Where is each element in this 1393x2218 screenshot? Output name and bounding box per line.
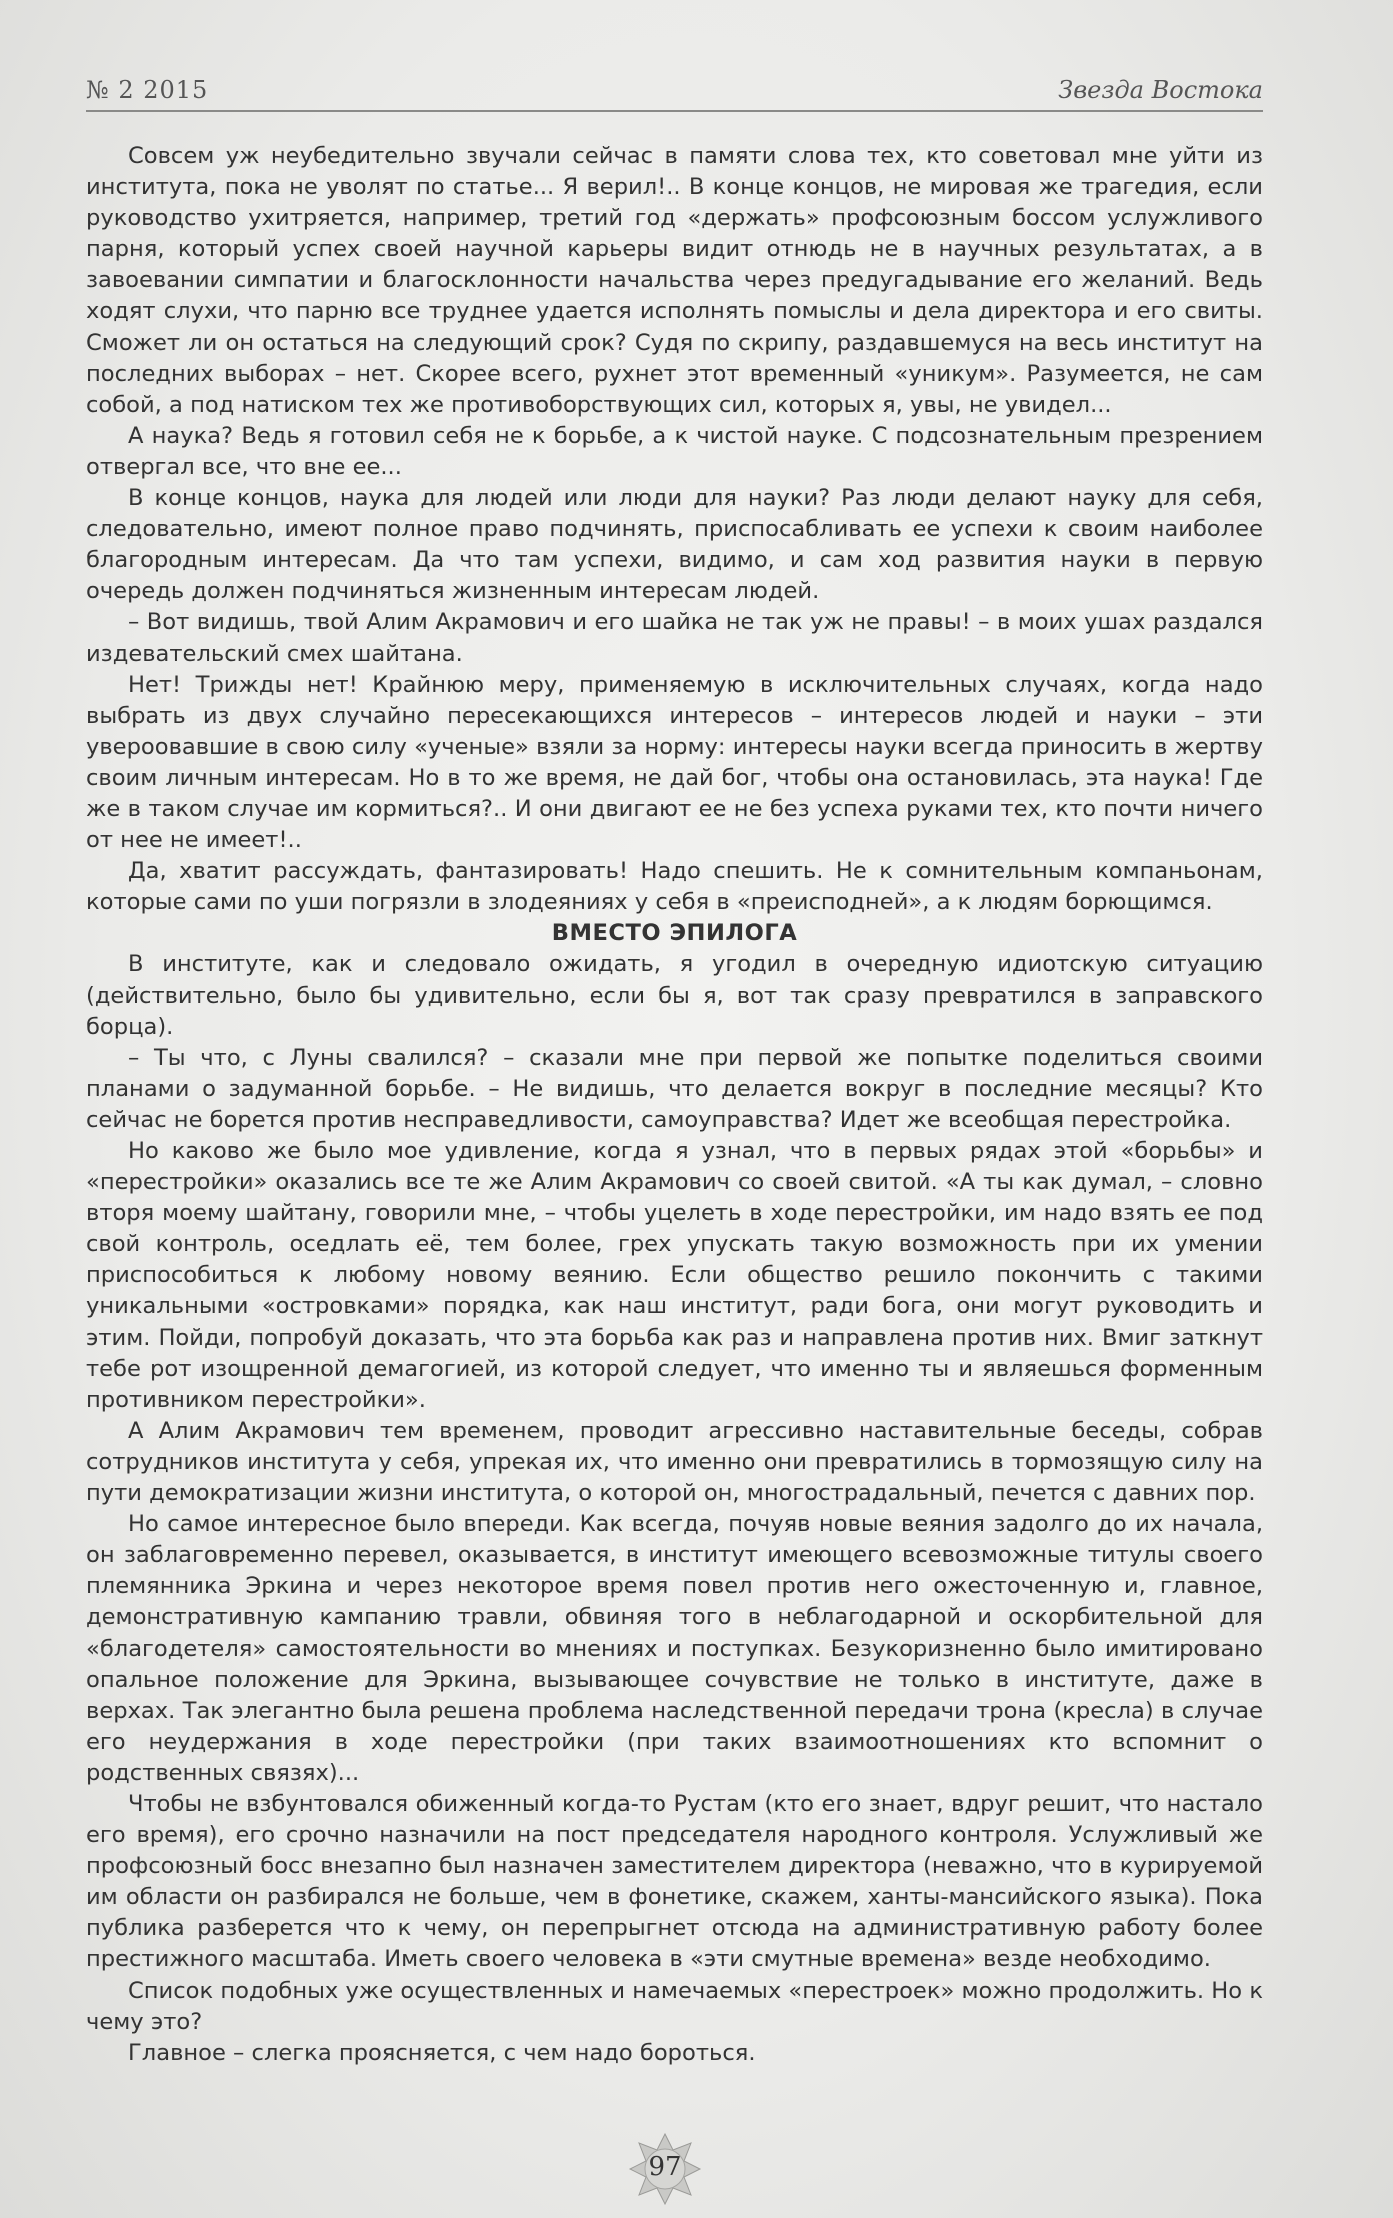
paragraph: – Ты что, с Луны свалился? – сказали мне при первой же попытке поделиться своими планами о задуманной борьбе. – Не видишь, что делается вокруг в последние месяцы? Кто сейчас не борется против несправедливости, самоуправства? Идет же всеобщая перестройка. [86,1044,1263,1133]
paragraph: Список подобных уже осуществленных и намечаемых «перестроек» можно продолжить. Но к чему это? [86,1977,1263,2035]
paragraph: В институте, как и следовало ожидать, я угодил в очередную идиотскую ситуацию (действительно, было бы удивительно, если бы я, вот так сразу превратился в заправского борца). [86,951,1263,1040]
paragraph: Чтобы не взбунтовался обиженный когда-то Рустам (кто его знает, вдруг решит, что настало его время), его срочно назначили на пост председателя народного контроля. Услужливый же профсоюзный босс внезапно был назначен заместителем директора (неважно, что в курируемой им области он разбирался не больше, чем в фонетике, скажем, ханты-мансийского языка). Пока публика разберется что к чему, он перепрыгнет отсюда на административную работу более престижного масштаба. Иметь своего человека в «эти смутные времена» везде необходимо. [86,1790,1263,1973]
journal-title: Звезда Востока [1058,76,1263,104]
running-header [86,70,1263,112]
section-heading: ВМЕСТО ЭПИЛОГА [551,920,798,947]
paragraph: Но самое интересное было впереди. Как всегда, почуяв новые веяния задолго до их начала, он заблаговременно перевел, оказывается, в институт имеющего всевозможные титулы своего племянника Эркина и через некоторое время повел против него ожесточенную и, главное, демонстративную кампанию травли, обвиняя того в неблагодарной и оскорбительной для «благодетеля» самостоятельности во мнениях и поступках. Безукоризненно было имитировано опальное положение для Эркина, вызывающее сочувствие не только в институте, даже в верхах. Так элегантно была решена проблема наследственной передачи трона (кресла) в случае его неудержания в ходе перестройки (при таких взаимоотношениях кто вспомнит о родственных связях)... [86,1511,1263,1786]
paragraph: Нет! Трижды нет! Крайнюю меру, применяемую в исключительных случаях, когда надо выбрать из двух случайно пересекающихся интересов – интересов людей и науки – эти увероовавшие в свою силу «ученые» взяли за норму: интересы науки всегда приносить в жертву своим личным интересам. Но в то же время, не дай бог, чтобы она остановилась, эта наука! Где же в таком случае им кормиться?.. И они двигают ее не без успеха руками тех, кто почти ничего от нее не имеет!.. [86,671,1263,854]
paragraph: Главное – слегка проясняется, с чем надо бороться. [128,2039,756,2066]
paragraph: Совсем уж неубедительно звучали сейчас в памяти слова тех, кто советовал мне уйти из института, пока не уволят по статье... Я верил!.. В конце концов, не мировая же трагедия, если руководство ухитряется, например, третий год «держать» профсоюзным боссом услужливого парня, который успех своей научной карьеры видит отнюдь не в научных результатах, а в завоевании симпатии и благосклонности начальства через предугадывание его желаний. Ведь ходят слухи, что парню все труднее удается исполнять помыслы и дела директора и его свиты. Сможет ли он остаться на следующий срок? Судя по скрипу, раздавшемуся на весь институт на последних выборах – нет. Скорее всего, рухнет этот временный «уникум». Разумеется, не сам собой, а под натиском тех же противоборствующих сил, которых я, увы, не увидел... [86,143,1263,418]
paragraph: В конце концов, наука для людей или люди для науки? Раз люди делают науку для себя, следовательно, имеют полное право подчинять, приспосабливать ее успехи к своим наиболее благородным интересам. Да что там успехи, видимо, и сам ход развития науки в первую очередь должен подчиняться жизненным интересам людей. [86,485,1263,605]
paragraph: Но каково же было мое удивление, когда я узнал, что в первых рядах этой «борьбы» и «перестройки» оказались все те же Алим Акрамович со своей свитой. «А ты как думал, – словно вторя моему шайтану, говорили мне, – чтобы уцелеть в ходе перестройки, им надо взять ее под свой контроль, оседлать её, тем более, грех упускать такую возможность при их умении приспособиться к любому новому веянию. Если общество решило покончить с такими уникальными «островками» порядка, как наш институт, ради бога, они могут руководить и этим. Пойди, попробуй доказать, что эта борьба как раз и направлена против них. Вмиг заткнут тебе рот изощренной демагогией, из которой следует, что именно ты и являешься форменным противником перестройки». [86,1138,1263,1413]
paragraph: А наука? Ведь я готовил себя не к борьбе, а к чистой науке. С подсознательным презрением отвергал все, что вне ее... [86,422,1263,480]
paragraph: – Вот видишь, твой Алим Акрамович и его шайка не так уж не правы! – в моих ушах раздался издевательский смех шайтана. [86,609,1263,667]
issue-number: № 2 2015 [86,76,209,104]
paragraph: А Алим Акрамович тем временем, проводит агрессивно наставительные беседы, собрав сотрудников института у себя, упрекая их, что именно они превратились в тормозящую силу на пути демократизации жизни института, о которой он, многострадальный, печется с давних пор. [86,1417,1263,1507]
page-number-ornament [628,2132,702,2206]
page-number: 97 [648,2152,682,2182]
article-body [86,141,1263,2069]
paragraph: Да, хватит рассуждать, фантазировать! Надо спешить. Не к сомнительным компаньонам, которые сами по уши погрязли в злодеяниях у себя в «преисподней», а к людям борющимся. [86,858,1263,916]
